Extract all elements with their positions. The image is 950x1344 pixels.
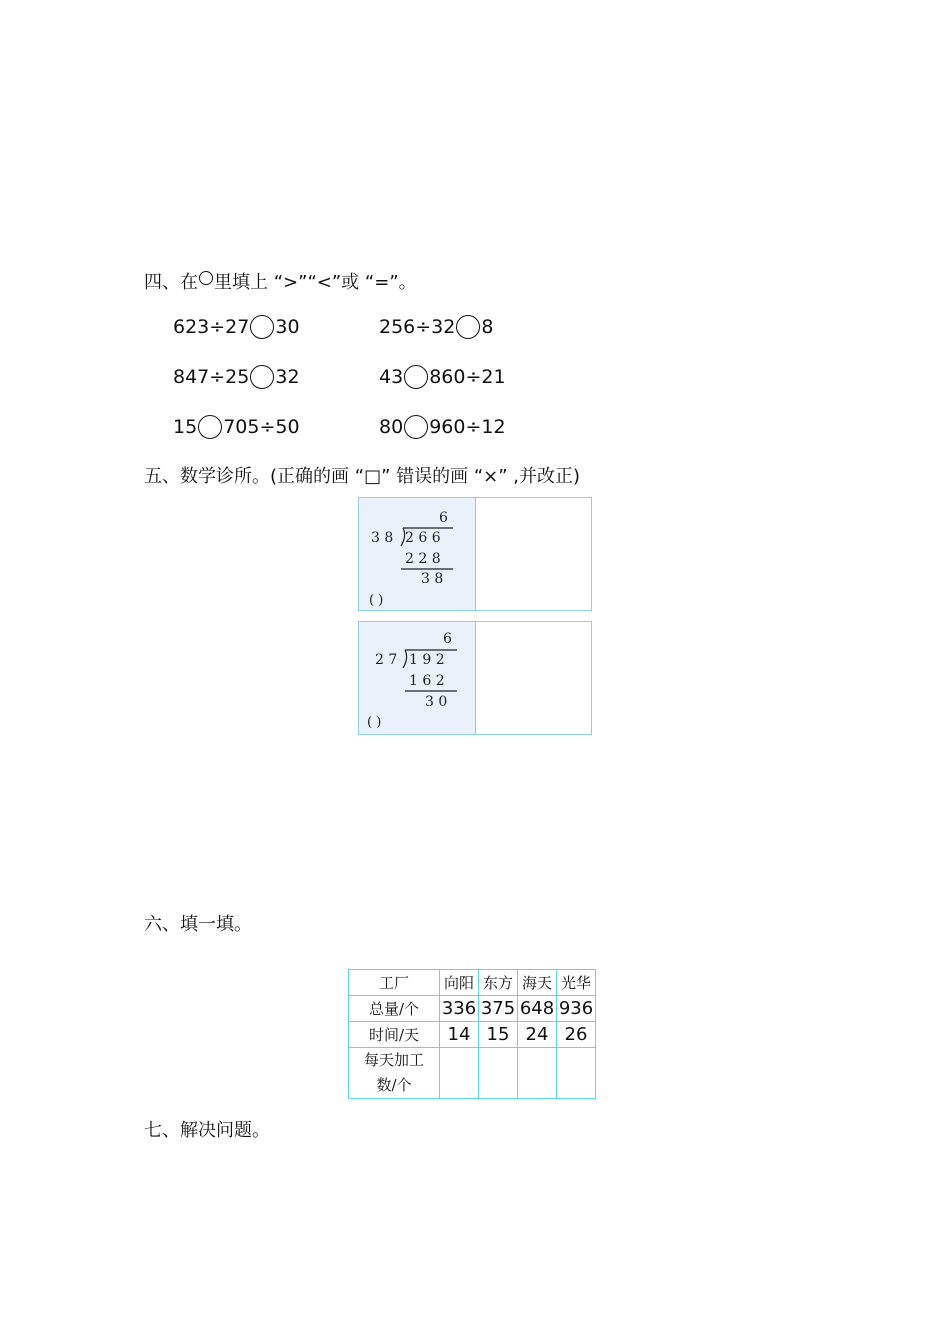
table-row <box>349 1048 596 1099</box>
section4-heading <box>144 268 417 294</box>
compare-item-5 <box>173 415 300 439</box>
answer-circle[interactable] <box>250 315 274 339</box>
product: 2 2 8 <box>405 551 441 567</box>
division-problem-1 <box>358 497 592 611</box>
time-label: 时间/天 <box>349 1022 440 1048</box>
section4-heading-pre: 四、在 <box>144 272 198 293</box>
division-work-panel <box>359 622 476 734</box>
total-value: 648 <box>518 996 557 1022</box>
section7-heading: 七、解决问题。 <box>144 1120 270 1141</box>
time-value: 14 <box>440 1022 479 1048</box>
total-label: 总量/个 <box>349 996 440 1022</box>
compare-item-2 <box>379 315 493 339</box>
compare-right: 860÷21 <box>429 366 506 388</box>
remainder: 3 0 <box>425 694 448 710</box>
total-value: 936 <box>557 996 596 1022</box>
circle-placeholder-icon <box>199 271 213 285</box>
daily-label-line2: 数/个 <box>376 1076 412 1094</box>
divisor: 2 7 <box>375 652 398 668</box>
dividend: 2 6 6 <box>405 530 441 546</box>
factory-name: 光华 <box>557 970 596 996</box>
compare-right: 960÷12 <box>429 416 506 438</box>
remainder: 3 8 <box>421 571 444 587</box>
product: 1 6 2 <box>409 673 445 689</box>
table-row <box>349 1022 596 1048</box>
header-label: 工厂 <box>349 970 440 996</box>
compare-left: 623÷27 <box>173 316 250 338</box>
divisor: 3 8 <box>371 530 394 546</box>
answer-cell[interactable] <box>440 1048 479 1099</box>
answer-circle[interactable] <box>404 415 428 439</box>
compare-right: 8 <box>481 316 494 338</box>
division-problem-2 <box>358 621 592 735</box>
time-value: 26 <box>557 1022 596 1048</box>
factory-name: 海天 <box>518 970 557 996</box>
division-work-panel <box>359 498 476 610</box>
total-value: 336 <box>440 996 479 1022</box>
compare-item-1 <box>173 315 300 339</box>
section6-heading: 六、填一填。 <box>144 914 252 935</box>
dividend: 1 9 2 <box>409 652 445 668</box>
section4-heading-post: 里填上 “>”“<”或 “=”。 <box>214 272 417 293</box>
factory-name: 向阳 <box>440 970 479 996</box>
table-row <box>349 996 596 1022</box>
answer-circle[interactable] <box>250 365 274 389</box>
quotient-digit: 6 <box>439 510 448 526</box>
answer-circle[interactable] <box>404 365 428 389</box>
compare-left: 847÷25 <box>173 366 250 388</box>
compare-left: 43 <box>379 366 404 388</box>
compare-right: 32 <box>275 366 300 388</box>
total-value: 375 <box>479 996 518 1022</box>
time-value: 15 <box>479 1022 518 1048</box>
table-row <box>349 970 596 996</box>
time-value: 24 <box>518 1022 557 1048</box>
compare-right: 30 <box>275 316 300 338</box>
factory-name: 东方 <box>479 970 518 996</box>
correction-area[interactable] <box>476 622 591 734</box>
section5-heading: 五、数学诊所。(正确的画 “□” 错误的画 “×” ,并改正) <box>144 466 581 487</box>
quotient-digit: 6 <box>443 631 452 647</box>
compare-left: 256÷32 <box>379 316 456 338</box>
compare-item-6 <box>379 415 506 439</box>
answer-cell[interactable] <box>518 1048 557 1099</box>
compare-item-4 <box>379 365 506 389</box>
factory-table <box>348 969 596 1099</box>
judgement-mark[interactable]: ( ) <box>367 715 382 730</box>
answer-cell[interactable] <box>479 1048 518 1099</box>
compare-right: 705÷50 <box>223 416 300 438</box>
answer-circle[interactable] <box>456 315 480 339</box>
answer-cell[interactable] <box>557 1048 596 1099</box>
compare-left: 80 <box>379 416 404 438</box>
compare-item-3 <box>173 365 300 389</box>
compare-left: 15 <box>173 416 198 438</box>
daily-label-line1: 每天加工 <box>363 1051 424 1069</box>
daily-label <box>349 1048 440 1099</box>
answer-circle[interactable] <box>198 415 222 439</box>
judgement-mark[interactable]: ( ) <box>369 593 384 608</box>
correction-area[interactable] <box>476 498 591 610</box>
